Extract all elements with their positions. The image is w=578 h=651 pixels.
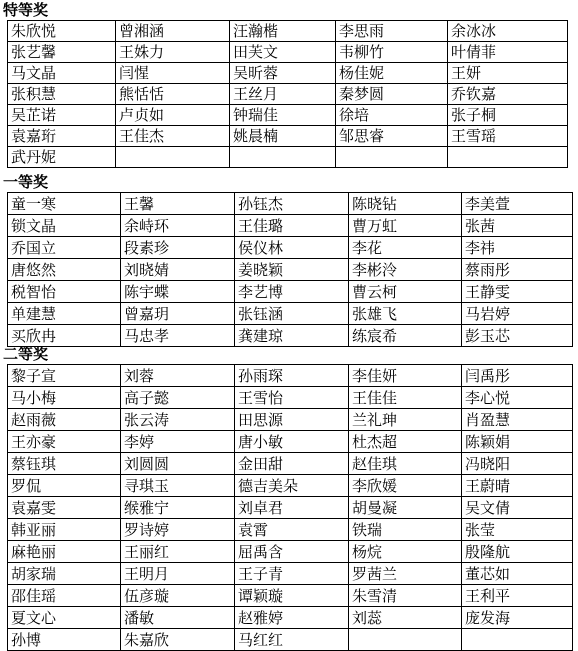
name-cell: 李佳妍 [349,365,462,387]
name-cell: 唐小敏 [235,431,349,453]
table-row [8,193,573,215]
name-cell: 赵雅婷 [235,607,349,629]
name-cell: 闫惺 [116,63,230,84]
name-cell: 张积慧 [8,84,116,105]
name-cell: 马忠孝 [121,325,235,347]
name-cell: 蔡钰琪 [8,453,121,475]
name-cell: 侯仪林 [235,237,349,259]
table-row [8,105,568,126]
name-cell: 刘蕊 [349,607,462,629]
name-cell: 刘晓婧 [121,259,235,281]
name-cell: 杜杰超 [349,431,462,453]
name-cell: 田思源 [235,409,349,431]
name-cell: 殷隆航 [462,541,573,563]
name-cell: 张云涛 [121,409,235,431]
table-row [8,409,573,431]
name-cell: 高子懿 [121,387,235,409]
name-cell: 卢贞如 [116,105,230,126]
table-row [8,453,573,475]
name-cell: 铁瑞 [349,519,462,541]
name-cell: 王佳杰 [116,126,230,147]
name-cell: 夏文心 [8,607,121,629]
name-cell: 罗侃 [8,475,121,497]
table-row [8,215,573,237]
name-cell: 王蔚晴 [462,475,573,497]
name-cell: 黎子宣 [8,365,121,387]
name-cell: 韩亚丽 [8,519,121,541]
name-cell: 段素珍 [121,237,235,259]
name-cell: 韦柳竹 [336,42,448,63]
name-cell: 邵佳瑶 [8,585,121,607]
name-cell: 乔国立 [8,237,121,259]
table-row [8,259,573,281]
name-cell: 王姝力 [116,42,230,63]
name-cell: 王佳璐 [235,215,349,237]
table-row [8,21,568,42]
name-cell: 袁霄 [235,519,349,541]
name-cell: 寻琪玉 [121,475,235,497]
name-cell: 潘敏 [121,607,235,629]
name-cell: 罗诗婷 [121,519,235,541]
name-cell: 李艺博 [235,281,349,303]
name-cell: 姜晓颖 [235,259,349,281]
name-cell: 张钰涵 [235,303,349,325]
name-cell: 税智怡 [8,281,121,303]
name-cell: 李思雨 [336,21,448,42]
name-cell: 王佳佳 [349,387,462,409]
name-cell: 孙雨琛 [235,365,349,387]
name-cell: 王妍 [448,63,568,84]
name-cell: 马文晶 [8,63,116,84]
name-cell: 王雪怡 [235,387,349,409]
name-cell: 刘卓君 [235,497,349,519]
table-row [8,237,573,259]
table-row [8,281,573,303]
name-cell: 朱嘉欣 [121,629,235,651]
name-cell: 童一寒 [8,193,121,215]
name-cell: 谭颖璇 [235,585,349,607]
name-cell: 陈宇蝶 [121,281,235,303]
table-row [8,325,573,347]
name-cell: 朱雪清 [349,585,462,607]
name-cell: 孙博 [8,629,121,651]
name-cell: 王亦豪 [8,431,121,453]
table-row [8,387,573,409]
name-cell: 锁文晶 [8,215,121,237]
name-cell: 王馨 [121,193,235,215]
name-cell: 刘蓉 [121,365,235,387]
name-cell: 张莹 [462,519,573,541]
name-cell: 屈禹含 [235,541,349,563]
name-cell: 蔡雨彤 [462,259,573,281]
name-cell: 张雄飞 [349,303,462,325]
name-cell: 刘圆圆 [121,453,235,475]
name-cell: 李花 [349,237,462,259]
name-cell: 王利平 [462,585,573,607]
table-row [8,365,573,387]
section-title-special-prize: 特等奖 [3,1,49,19]
name-cell: 龚建琼 [235,325,349,347]
name-cell: 乔钦嘉 [448,84,568,105]
name-cell: 邹思睿 [336,126,448,147]
table-row [8,607,573,629]
name-cell: 李祎 [462,237,573,259]
name-cell: 徐培 [336,105,448,126]
name-cell: 姚晨楠 [230,126,336,147]
name-cell: 马岩婷 [462,303,573,325]
name-cell: 罗茜兰 [349,563,462,585]
name-cell: 陈颖娟 [462,431,573,453]
name-cell: 王丽红 [121,541,235,563]
table-row [8,126,568,147]
name-cell: 王静雯 [462,281,573,303]
second-prize-table [7,364,573,651]
name-cell [462,629,573,651]
name-cell: 袁嘉雯 [8,497,121,519]
name-cell [448,147,568,168]
name-cell: 金田甜 [235,453,349,475]
name-cell: 兰礼珅 [349,409,462,431]
table-row [8,303,573,325]
name-cell [230,147,336,168]
name-cell: 德吉美朵 [235,475,349,497]
name-cell: 吴昕蓉 [230,63,336,84]
name-cell: 李心悦 [462,387,573,409]
name-cell: 汪瀚楷 [230,21,336,42]
name-cell: 李美萱 [462,193,573,215]
name-cell: 练宸希 [349,325,462,347]
section-title-first-prize: 一等奖 [3,173,49,191]
name-cell: 钟瑞佳 [230,105,336,126]
name-cell: 买欣冉 [8,325,121,347]
name-cell: 杨佳妮 [336,63,448,84]
name-cell: 马小梅 [8,387,121,409]
name-cell: 田芙文 [230,42,336,63]
name-cell: 胡家瑞 [8,563,121,585]
name-cell: 闫禹彤 [462,365,573,387]
name-cell: 袁嘉珩 [8,126,116,147]
name-cell: 王丝月 [230,84,336,105]
table-row [8,563,573,585]
name-cell: 曹万虹 [349,215,462,237]
name-cell: 缑雅宁 [121,497,235,519]
table-row [8,497,573,519]
name-cell: 叶倩菲 [448,42,568,63]
name-cell: 彭玉芯 [462,325,573,347]
table-row [8,585,573,607]
table-row [8,541,573,563]
name-cell: 唐悠然 [8,259,121,281]
name-cell: 伍彦璇 [121,585,235,607]
name-cell: 王明月 [121,563,235,585]
name-cell: 陈晓钻 [349,193,462,215]
name-cell: 王雪瑶 [448,126,568,147]
table-row [8,629,573,651]
table-row [8,431,573,453]
name-cell: 吴芷诺 [8,105,116,126]
name-cell: 张艺馨 [8,42,116,63]
name-cell [349,629,462,651]
name-cell: 赵雨薇 [8,409,121,431]
name-cell: 马红红 [235,629,349,651]
name-cell: 肖盈慧 [462,409,573,431]
name-cell: 李彬泠 [349,259,462,281]
name-cell: 余峙环 [121,215,235,237]
name-cell: 董芯如 [462,563,573,585]
name-cell: 朱欣悦 [8,21,116,42]
name-cell: 冯晓阳 [462,453,573,475]
name-cell: 曹云柯 [349,281,462,303]
name-cell: 张子桐 [448,105,568,126]
name-cell: 李婷 [121,431,235,453]
name-cell: 麻艳丽 [8,541,121,563]
table-row [8,42,568,63]
table-row [8,475,573,497]
table-row [8,519,573,541]
name-cell: 熊恬恬 [116,84,230,105]
first-prize-table [7,192,573,347]
name-cell: 单建慧 [8,303,121,325]
table-row [8,63,568,84]
name-cell: 庞发海 [462,607,573,629]
name-cell: 王子青 [235,563,349,585]
name-cell: 张茜 [462,215,573,237]
name-cell: 武丹妮 [8,147,116,168]
name-cell: 吴文倩 [462,497,573,519]
name-cell [116,147,230,168]
name-cell: 李欣媛 [349,475,462,497]
name-cell: 余冰冰 [448,21,568,42]
name-cell: 杨烷 [349,541,462,563]
name-cell: 曾嘉玥 [121,303,235,325]
name-cell: 胡曼凝 [349,497,462,519]
name-cell: 秦梦圆 [336,84,448,105]
name-cell: 赵佳琪 [349,453,462,475]
table-row [8,147,568,168]
section-title-second-prize: 二等奖 [3,345,49,363]
table-row [8,84,568,105]
special-prize-table [7,20,568,168]
name-cell: 孙钰杰 [235,193,349,215]
name-cell [336,147,448,168]
name-cell: 曾湘涵 [116,21,230,42]
